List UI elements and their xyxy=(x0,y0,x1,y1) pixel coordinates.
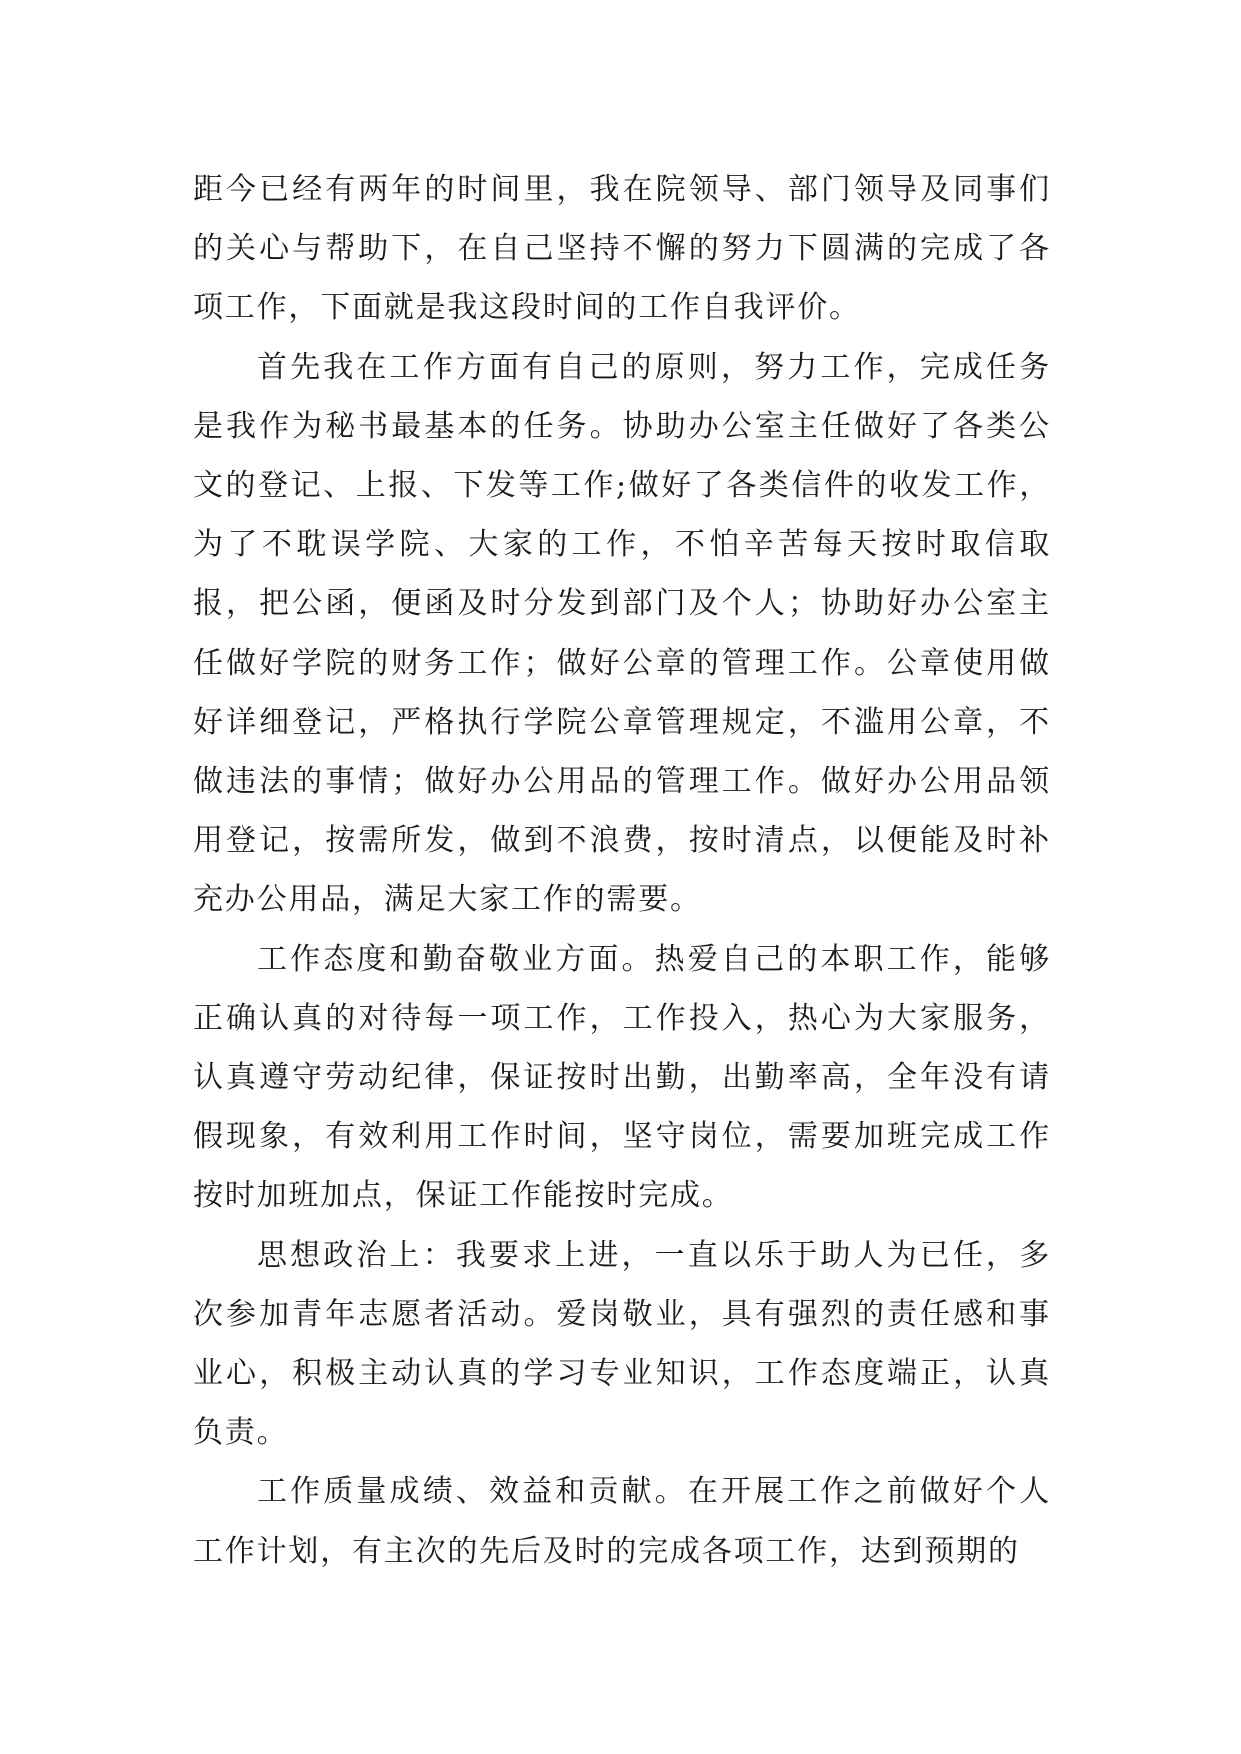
paragraph-political-thought: 思想政治上：我要求上进，一直以乐于助人为已任，多次参加青年志愿者活动。爱岗敬业，具有强烈的责任感和事业心，积极主动认真的学习专业知识，工作态度端正，认真负责。 xyxy=(193,1237,1051,1451)
paragraph-work-principles: 首先我在工作方面有自己的原则，努力工作，完成任务是我作为秘书最基本的任务。协助办公室主任做好了各类公文的登记、上报、下发等工作;做好了各类信件的收发工作，为了不耽误学院、大家的工作，不怕辛苦每天按时取信取报，把公函，便函及时分发到部门及个人；协助好办公室主任做好学院的财务工作；做好公章的管理工作。公章使用做好详细登记，严格执行学院公章管理规定，不滥用公章，不做违法的事情；做好办公用品的管理工作。做好办公用品领用登记，按需所发，做到不浪费，按时清点，以便能及时补充办公用品，满足大家工作的需要。 xyxy=(193,349,1051,918)
document-body xyxy=(193,160,1051,1581)
paragraph-intro: 距今已经有两年的时间里，我在院领导、部门领导及同事们的关心与帮助下，在自己坚持不懈的努力下圆满的完成了各项工作，下面就是我这段时间的工作自我评价。 xyxy=(193,172,1051,326)
paragraph-work-attitude: 工作态度和勤奋敬业方面。热爱自己的本职工作，能够正确认真的对待每一项工作，工作投入，热心为大家服务，认真遵守劳动纪律，保证按时出勤，出勤率高，全年没有请假现象，有效利用工作时间，坚守岗位，需要加班完成工作按时加班加点，保证工作能按时完成。 xyxy=(193,941,1051,1214)
paragraph-work-quality: 工作质量成绩、效益和贡献。在开展工作之前做好个人工作计划，有主次的先后及时的完成各项工作，达到预期的 xyxy=(193,1474,1051,1569)
